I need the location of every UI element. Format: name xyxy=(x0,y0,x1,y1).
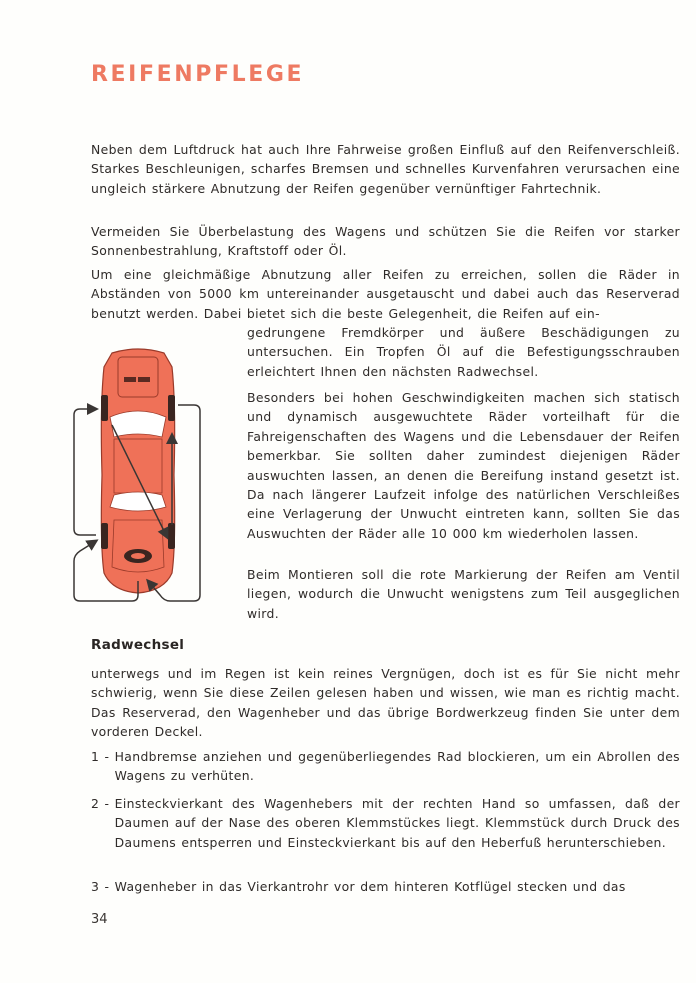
page-number: 34 xyxy=(91,912,108,927)
tire-rotation-illustration xyxy=(64,345,212,607)
paragraph-rotation: Um eine gleichmäßige Abnutzung aller Reifen zu erreichen, sollen die Räder in Abständen von 5000 km untereinander ausgetauscht und dabei auch das Reserverad benutzt werden. Dabei bietet sich die beste Gelegenheit, die Reifen auf ein- xyxy=(91,267,680,321)
paragraph-mounting: Beim Montieren soll die rote Markierung der Reifen am Ventil liegen, wodurch die Unwucht wenigstens zum Teil ausgeglichen wird. xyxy=(247,567,680,621)
paragraph-driving-style: Neben dem Luftdruck hat auch Ihre Fahrweise großen Einfluß auf den Reifenverschleiß. Starkes Beschleunigen, scharfes Bremsen und schnelles Kurvenfahren verursachen eine ungleich stärkere Abnutzung der Reifen gegenüber vernünftiger Fahrtechnik. xyxy=(91,142,680,196)
step-text: Handbremse anziehen und gegenüberliegendes Rad blockieren, um ein Abrollen des Wagens zu verhüten. xyxy=(114,749,680,784)
step-text: Einsteckvierkant des Wagenhebers mit der rechten Hand so umfassen, daß der Daumen auf der Nase des oberen Klemmstückes liegt. Klemmstück durch Druck des Daumens entsperren und Einsteckvierkant bis auf den Heberfuß herunterschieben. xyxy=(114,796,680,850)
step-number: 2 - xyxy=(91,796,115,811)
section-heading-radwechsel: Radwechsel xyxy=(91,637,185,653)
car-top-view-icon xyxy=(64,345,212,607)
step-text: Wagenheber in das Vierkantrohr vor dem hinteren Kotflügel stecken und das xyxy=(114,879,626,894)
step-number: 3 - xyxy=(91,879,115,894)
paragraph-balancing: Besonders bei hohen Geschwindigkeiten machen sich statisch und dynamisch ausgewuchtete Räder vorteilhaft für die Fahreigenschaften des Wagens und die Lebensdauer der Reifen bemerkbar. Sie sollten daher zumindest diejenigen Räder auswuchten lassen, an denen die Bereifung instand gesetzt ist. Da nach längerer Laufzeit infolge des natürlichen Verschleißes eine Verlagerung der Unwucht eintreten kann, sollten Sie das Auswuchten der Räder alle 10 000 km wiederholen lassen. xyxy=(247,390,680,541)
page-title: REIFENPFLEGE xyxy=(91,62,305,87)
step-number: 1 - xyxy=(91,749,115,764)
step-3 xyxy=(91,877,680,896)
paragraph-inspection: gedrungene Fremdkörper und äußere Beschädigungen zu untersuchen. Ein Tropfen Öl auf die Befestigungsschrauben erleichtert Ihnen den nächsten Radwechsel. xyxy=(247,325,680,379)
section-intro: unterwegs und im Regen ist kein reines Vergnügen, doch ist es für Sie nicht mehr schwierig, wenn Sie diese Zeilen gelesen haben und wissen, wie man es richtig macht. Das Reserverad, den Wagenheber und das übrige Bordwerkzeug finden Sie unter dem vorderen Deckel. xyxy=(91,666,680,740)
step-2 xyxy=(91,794,680,852)
step-1 xyxy=(91,747,680,786)
paragraph-overload: Vermeiden Sie Überbelastung des Wagens und schützen Sie die Reifen vor starker Sonnenbestrahlung, Kraftstoff oder Öl. xyxy=(91,224,680,259)
